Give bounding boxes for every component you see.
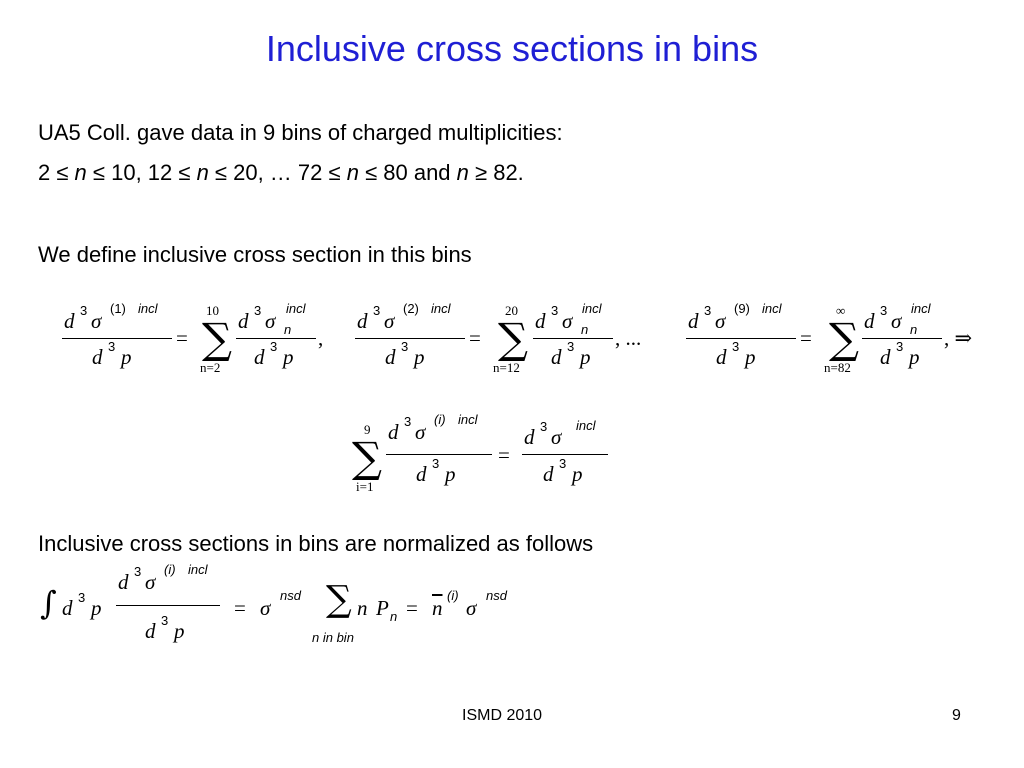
math-p: p <box>909 345 920 369</box>
slide-title: Inclusive cross sections in bins <box>265 28 759 69</box>
math-d: d <box>535 309 546 333</box>
math-sub-n: n <box>910 322 918 337</box>
math-exp: 3 <box>551 303 559 318</box>
math-bin-label: (i) <box>434 412 446 427</box>
math-exp: 3 <box>704 303 712 318</box>
var-n: n <box>196 160 209 185</box>
math-p: p <box>745 345 756 369</box>
math-P: P <box>376 596 389 620</box>
math-d: d <box>880 345 891 369</box>
fraction-bar <box>355 338 465 339</box>
math-d: d <box>416 462 427 486</box>
footer-event: ISMD 2010 <box>462 707 543 724</box>
math-sigma: σ <box>466 596 477 620</box>
math-incl: incl <box>762 301 782 316</box>
math-d: d <box>62 596 73 620</box>
math-nsd: nsd <box>280 588 301 603</box>
math-equals: = <box>498 443 510 467</box>
sum-lower: n=82 <box>824 360 851 375</box>
fraction-bar <box>116 605 220 606</box>
math-exp: 3 <box>108 339 116 354</box>
math-equals: = <box>406 596 418 620</box>
math-nsd: nsd <box>486 588 507 603</box>
math-exp: 3 <box>559 456 567 471</box>
math-incl: incl <box>188 562 208 577</box>
math-exp: 3 <box>732 339 740 354</box>
sum-icon: ∑ <box>498 314 528 363</box>
math-exp: 3 <box>404 414 412 429</box>
sum-icon: ∑ <box>202 314 232 363</box>
fraction-bar <box>386 454 492 455</box>
math-bin-label: (i) <box>164 562 176 577</box>
math-incl: incl <box>582 301 602 316</box>
math-equals: = <box>176 326 188 350</box>
fraction-bar <box>62 338 172 339</box>
math-nbar: $\overline{n}$ <box>432 596 443 620</box>
math-sigma: σ <box>562 309 573 333</box>
math-sigma: σ <box>265 309 276 333</box>
math-exp: 3 <box>432 456 440 471</box>
integral-icon: ∫ <box>40 584 57 622</box>
math-d: d <box>385 345 396 369</box>
text-part: ≤ 10, 12 ≤ <box>86 160 197 185</box>
page-number: 9 <box>952 707 961 724</box>
math-exp: 3 <box>401 339 409 354</box>
math-d: d <box>238 309 249 333</box>
math-d: d <box>543 462 554 486</box>
sum-upper: 20 <box>505 303 518 318</box>
math-exp: 3 <box>373 303 381 318</box>
text-line-2 <box>38 160 524 186</box>
math-p: p <box>91 596 102 620</box>
text-line-4: Inclusive cross sections in bins are normalized as follows <box>38 531 594 556</box>
sum-lower: i=1 <box>356 479 374 494</box>
text-part: ≤ 80 and <box>358 160 457 185</box>
math-sigma: σ <box>891 309 902 333</box>
math-d: d <box>388 420 399 444</box>
math-exp: 3 <box>78 590 86 605</box>
math-d: d <box>92 345 103 369</box>
text-part: 2 ≤ <box>38 160 75 185</box>
math-sigma: σ <box>551 425 562 449</box>
math-exp: 3 <box>270 339 278 354</box>
math-p: p <box>414 345 425 369</box>
math-d: d <box>716 345 727 369</box>
math-ellipsis: , ... <box>615 326 642 350</box>
math-incl: incl <box>911 301 931 316</box>
var-n: n <box>74 160 87 185</box>
sum-icon: ∑ <box>829 314 859 363</box>
math-exp: 3 <box>880 303 888 318</box>
math-incl: incl <box>431 301 451 316</box>
math-sigma: σ <box>415 420 426 444</box>
math-d: d <box>145 619 156 643</box>
math-d: d <box>64 309 75 333</box>
math-bin-label: (2) <box>403 301 419 316</box>
math-comma: , <box>318 326 324 350</box>
math-incl: incl <box>138 301 158 316</box>
math-sigma: σ <box>91 309 102 333</box>
math-d: d <box>864 309 875 333</box>
sum-upper: 10 <box>206 303 219 318</box>
text-line-3: We define inclusive cross section in this bins <box>38 242 472 267</box>
math-d: d <box>524 425 535 449</box>
math-exp: 3 <box>254 303 262 318</box>
math-sub-n: n <box>390 609 398 624</box>
math-p: p <box>283 345 294 369</box>
math-p: p <box>121 345 132 369</box>
text-part: ≥ 82. <box>468 160 524 185</box>
math-bin-label: (i) <box>447 588 459 603</box>
math-implies: , ⇒ <box>944 326 973 350</box>
math-equals: = <box>800 326 812 350</box>
sum-lower: n=12 <box>493 360 520 375</box>
math-equals: = <box>469 326 481 350</box>
text-line-1: UA5 Coll. gave data in 9 bins of charged multiplicities: <box>38 120 563 145</box>
math-exp: 3 <box>161 613 169 628</box>
math-sigma: σ <box>384 309 395 333</box>
math-n: n <box>357 596 368 620</box>
math-sub-n: n <box>284 322 292 337</box>
math-d: d <box>688 309 699 333</box>
math-d: d <box>254 345 265 369</box>
math-sigma: σ <box>715 309 726 333</box>
var-n: n <box>456 160 469 185</box>
sum-lower: n=2 <box>200 360 221 375</box>
math-incl: incl <box>286 301 306 316</box>
math-p: p <box>580 345 591 369</box>
math-p: p <box>174 619 185 643</box>
sum-icon: ∑ <box>326 579 352 620</box>
math-exp: 3 <box>567 339 575 354</box>
math-exp: 3 <box>80 303 88 318</box>
math-p: p <box>572 462 583 486</box>
math-incl: incl <box>458 412 478 427</box>
math-d: d <box>357 309 368 333</box>
sum-upper: 9 <box>364 422 371 437</box>
text-part: ≤ 20, … 72 ≤ <box>208 160 347 185</box>
math-exp: 3 <box>540 419 548 434</box>
math-d: d <box>551 345 562 369</box>
math-sigma: σ <box>145 570 156 594</box>
math-sub-n: n <box>581 322 589 337</box>
math-d: d <box>118 570 129 594</box>
var-n: n <box>346 160 359 185</box>
sum-lower: n in bin <box>312 630 354 645</box>
math-bin-label: (1) <box>110 301 126 316</box>
fraction-bar <box>686 338 796 339</box>
sum-upper: ∞ <box>836 303 846 318</box>
math-exp: 3 <box>896 339 904 354</box>
sum-icon: ∑ <box>352 433 382 482</box>
math-p: p <box>445 462 456 486</box>
fraction-bar <box>522 454 608 455</box>
math-incl: incl <box>576 418 596 433</box>
math-bin-label: (9) <box>734 301 750 316</box>
math-sigma: σ <box>260 596 271 620</box>
math-exp: 3 <box>134 564 142 579</box>
math-equals: = <box>234 596 246 620</box>
